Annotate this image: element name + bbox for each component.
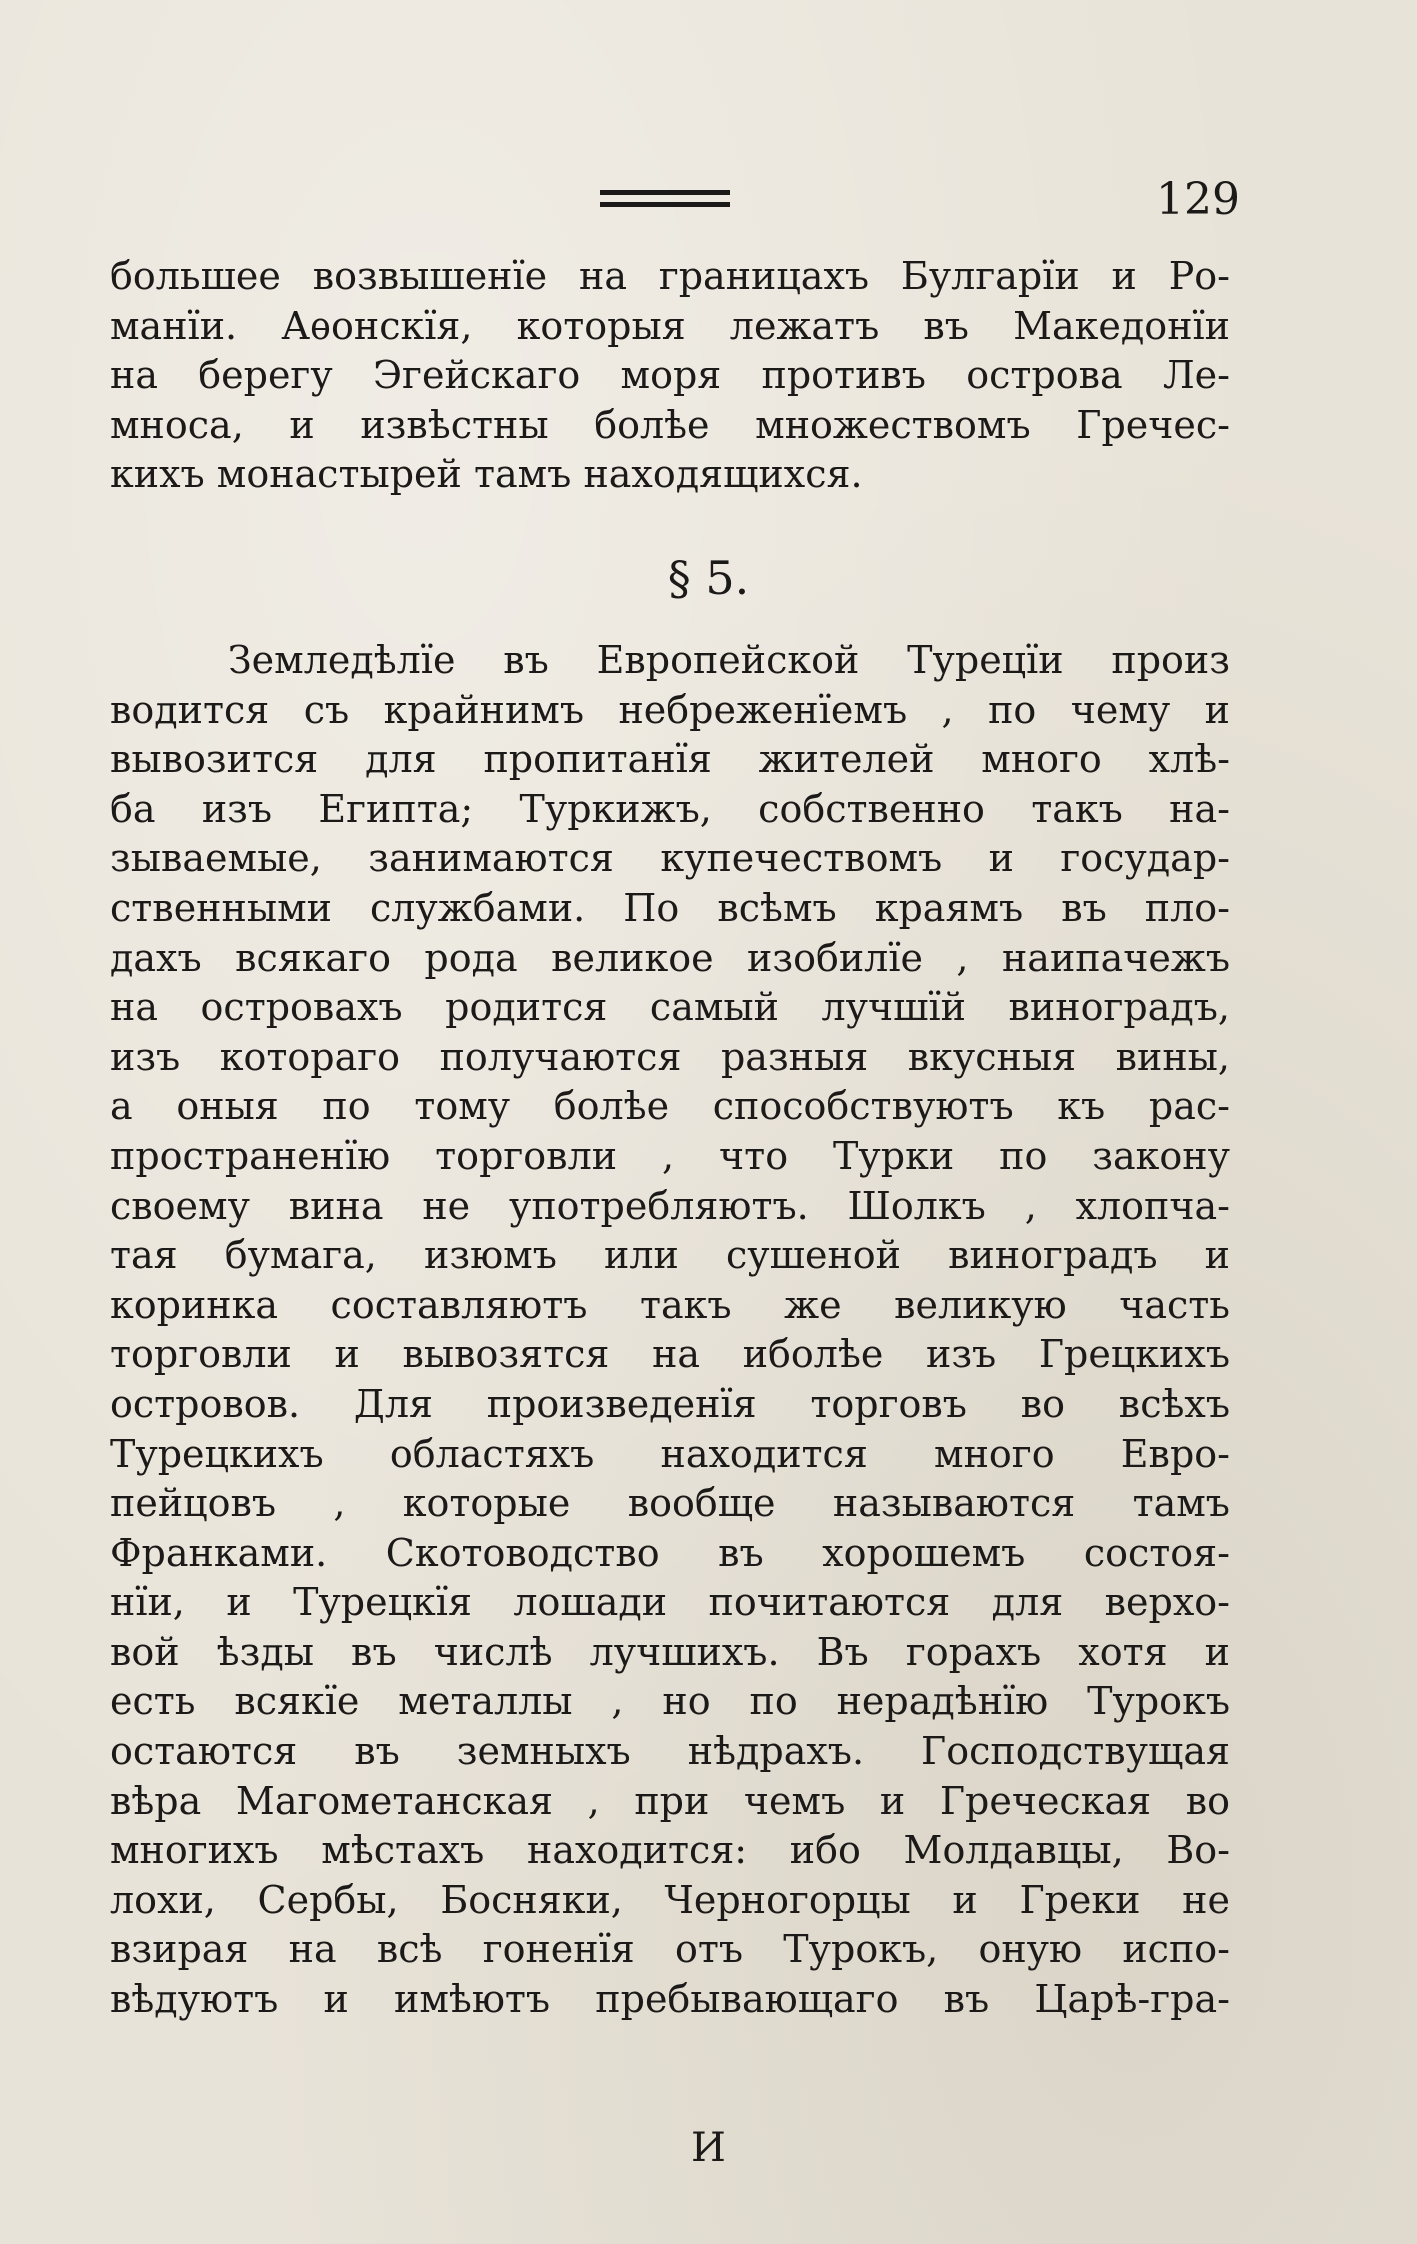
rule-line-top [600,190,730,195]
header-double-rule [600,190,730,210]
catchword: И [691,2125,726,2171]
text-line: вѣдуютъ и имѣютъ пребывающаго въ Царѣ-гра- [110,1977,1230,2022]
text-line: пейцовъ , которые вообще называются тамъ [110,1481,1230,1526]
text-line: изъ котораго получаются разныя вкусныя вины, [110,1034,1230,1079]
section-heading: § 5. [667,551,750,605]
text-line: многихъ мѣстахъ находится: ибо Молдавцы, Во- [110,1828,1230,1873]
text-line: большее возвышенїе на границахъ Булгарїи и Ро- [110,254,1230,298]
text-line: мноса, и извѣстны болѣе множествомъ Гречес- [110,402,1230,447]
text-line: торговли и вывозятся на иболѣе изъ Грецкихъ [110,1332,1230,1377]
text-line: кихъ монастырей тамъ находящихся. [110,452,863,497]
text-line: манїи. Аѳонскїя, которыя лежатъ въ Македонїи [110,303,1230,348]
text-line: вой ѣзды въ числѣ лучшихъ. Въ горахъ хотя и [110,1629,1230,1674]
page-number: 129 [1156,174,1240,225]
text-line: водится съ крайнимъ небреженїемъ , по чему и [110,687,1230,732]
text-line: остаются въ земныхъ нѣдрахъ. Господствущая [110,1729,1230,1774]
text-line: на берегу Эгейскаго моря противъ острова Ле- [110,353,1230,398]
rule-line-bottom [600,202,730,207]
text-line: зываемые, занимаются купечествомъ и государ- [110,836,1230,881]
text-line: своему вина не употребляютъ. Шолкъ , хлопча- [110,1183,1230,1228]
text-line: вѣра Магометанская , при чемъ и Греческая во [110,1778,1230,1823]
text-line: нїи, и Турецкїя лошади почитаются для верхо- [110,1580,1230,1625]
text-line: лохи, Сербы, Босняки, Черногорцы и Греки не [110,1877,1230,1922]
text-line: Франками. Скотоводство въ хорошемъ состоя- [110,1530,1230,1575]
text-line: есть всякїе металлы , но по нерадѣнїю Турокъ [110,1679,1230,1724]
text-line: коринка составляютъ такъ же великую часть [110,1282,1230,1327]
paragraph-section-5 [110,636,1230,2025]
text-line: вывозится для пропитанїя жителей много хлѣ- [110,737,1230,782]
text-line: на островахъ родится самый лучшїй виноградъ, [110,985,1230,1030]
text-line: тая бумага, изюмъ или сушеной виноградъ и [110,1233,1230,1278]
text-line: дахъ всякаго рода великое изобилїе , наипачежъ [110,935,1230,980]
text-line: островов. Для произведенїя торговъ во всѣхъ [110,1381,1230,1426]
paragraph-continuation [110,252,1230,500]
text-line: Турецкихъ областяхъ находится много Евро- [110,1431,1230,1476]
text-line: пространенїю торговли , что Турки по закону [110,1133,1230,1178]
text-line: а оныя по тому болѣе способствуютъ къ рас- [110,1084,1230,1129]
text-line: ба изъ Египта; Туркижъ, собственно такъ на- [110,786,1230,831]
text-line: ственными службами. По всѣмъ краямъ въ пло- [110,885,1230,930]
text-line: взирая на всѣ гоненїя отъ Турокъ, оную испо- [110,1927,1230,1972]
text-line: Земледѣлїе въ Европейской Турецїи произ [228,638,1230,682]
